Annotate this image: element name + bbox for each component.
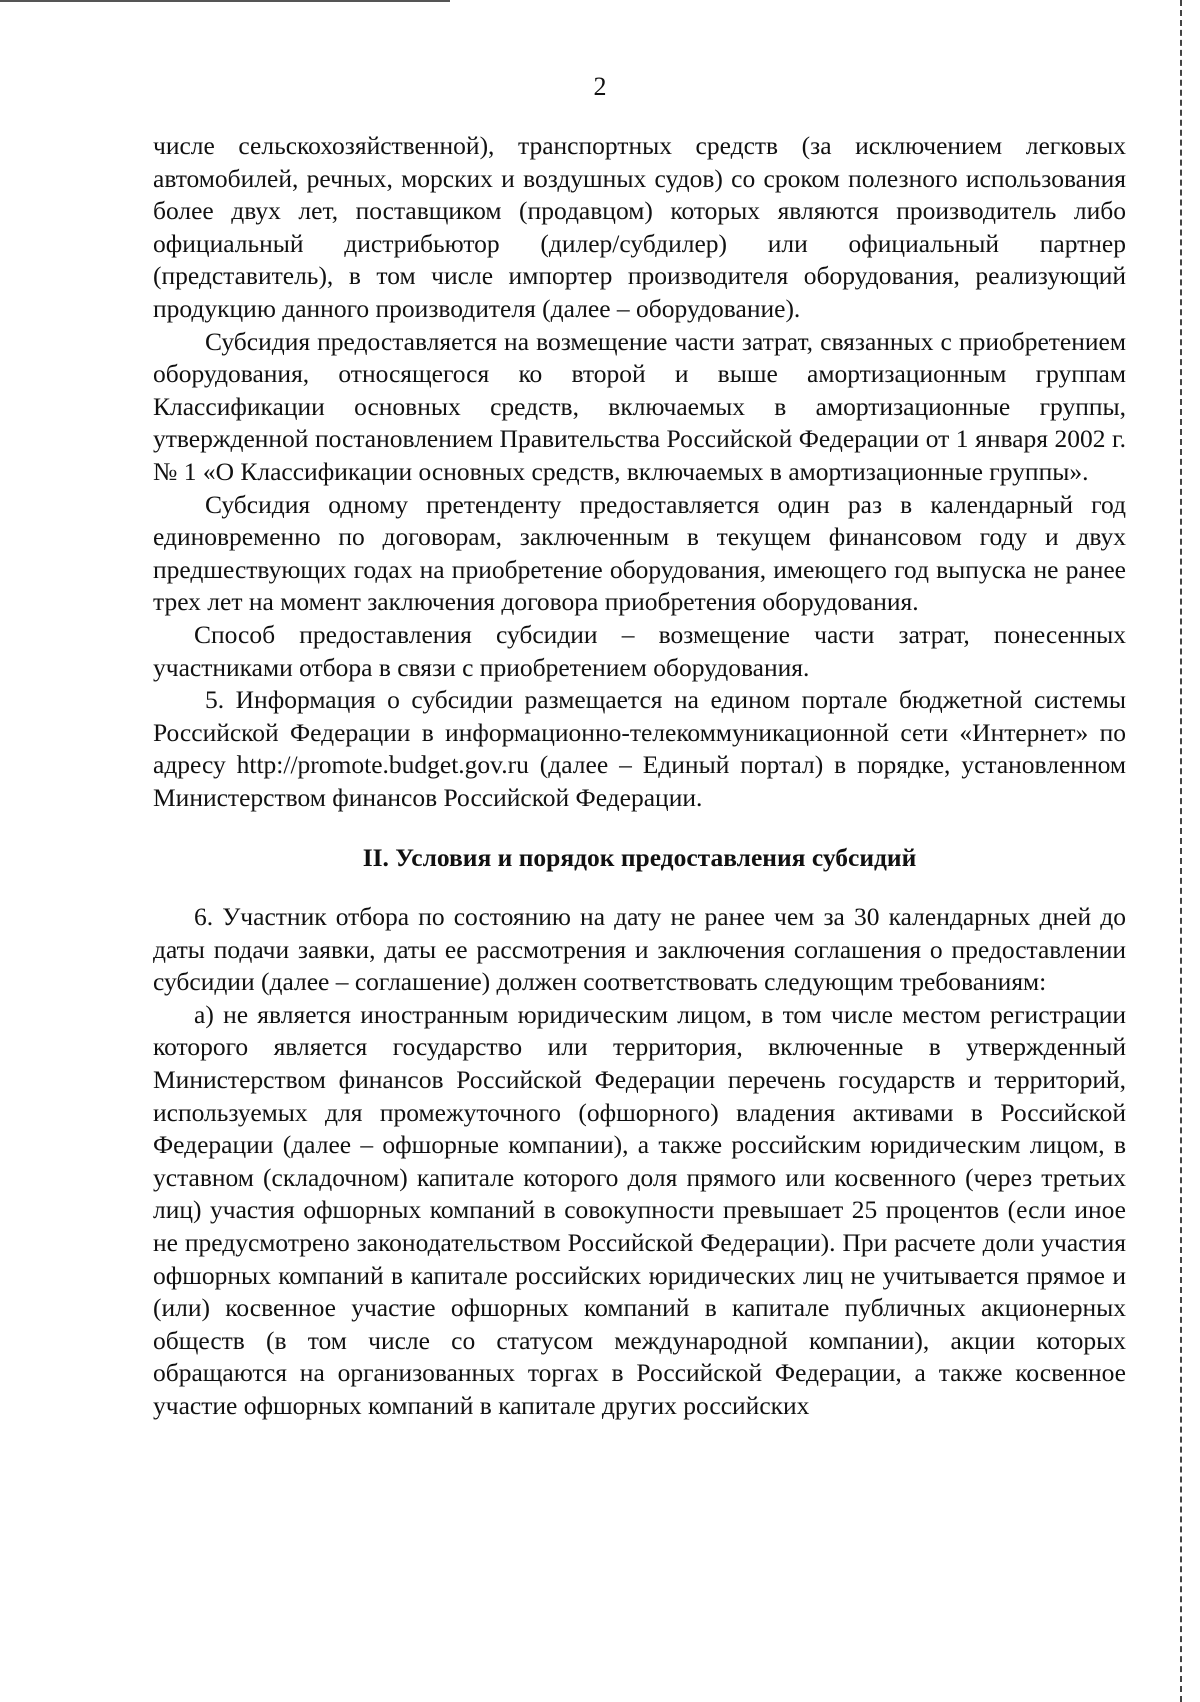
- paragraph: 5. Информация о субсидии размещается на едином портале бюджетной системы Российской Федерации в информационно-телекоммуникационной сети «Интернет» по адресу http://promote.budget.gov.ru (далее – Единый портал) в порядке, установленном Министерством финансов Российской Федерации.: [153, 685, 1126, 812]
- paragraph: 6. Участник отбора по состоянию на дату не ранее чем за 30 календарных дней до даты подачи заявки, даты ее рассмотрения и заключения соглашения о предоставлении субсидии (далее – соглашение) должен соответствовать следующим требованиям:: [153, 902, 1126, 997]
- paragraph: а) не является иностранным юридическим лицом, в том числе местом регистрации которого является государство или территория, включенные в утвержденный Министерством финансов Российской Федерации перечень государств и территорий, используемых для промежуточного (офшорного) владения активами в Российской Федерации (далее – офшорные компании), а также российским юридическим лицом, в уставном (складочном) капитале которого доля прямого или косвенного (через третьих лиц) участия офшорных компаний в совокупности превышает 25 процентов (если иное не предусмотрено законодательством Российской Федерации). При расчете доли участия офшорных компаний в капитале российских юридических лиц не учитывается прямое и (или) косвенное участие офшорных компаний в капитале публичных акционерных обществ (в том числе со статусом международной компании), акции которых обращаются на организованных торгах в Российской Федерации, а также косвенное участие офшорных компаний в капитале других российских: [153, 999, 1126, 1420]
- scan-edge-right: [1180, 0, 1182, 1702]
- page-number: 2: [593, 72, 607, 101]
- scan-edge-top: [0, 0, 450, 2]
- document-body: [153, 130, 1126, 1423]
- paragraph: числе сельскохозяйственной), транспортных средств (за исключением легковых автомобилей, речных, морских и воздушных судов) со сроком полезного использования более двух лет, поставщиком (продавцом) которых являются производитель либо официальный дистрибьютор (дилер/субдилер) или официальный партнер (представитель), в том числе импортер производителя оборудования, реализующий продукцию данного производителя (далее – оборудование).: [153, 131, 1126, 323]
- section-heading: II. Условия и порядок предоставления субсидий: [362, 843, 917, 873]
- paragraph: Способ предоставления субсидии – возмещение части затрат, понесенных участниками отбора в связи с приобретением оборудования.: [153, 619, 1126, 682]
- paragraph: Субсидия одному претенденту предоставляется один раз в календарный год единовременно по договорам, заключенным в текущем финансовом году и двух предшествующих годах на приобретение оборудования, имеющего год выпуска не ранее трех лет на момент заключения договора приобретения оборудования.: [153, 489, 1126, 617]
- paragraph: Субсидия предоставляется на возмещение части затрат, связанных с приобретением оборудования, относящегося ко второй и выше амортизационным группам Классификации основных средств, включаемых в амортизационные группы, утвержденной постановлением Правительства Российской Федерации от 1 января 2002 г. № 1 «О Классификации основных средств, включаемых в амортизационные группы».: [153, 326, 1126, 486]
